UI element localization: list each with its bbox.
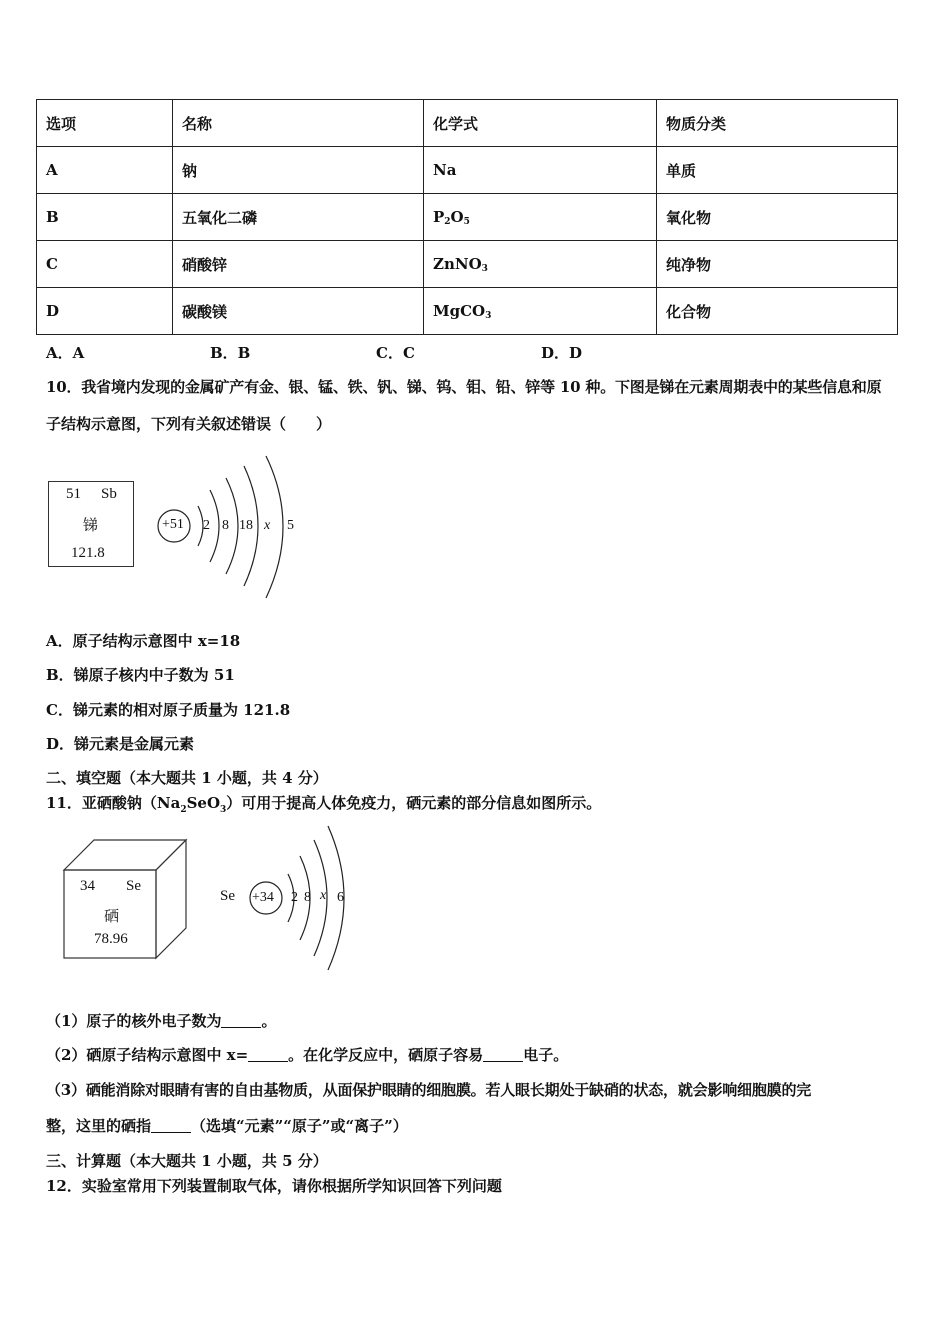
nucleus-charge: +51 [162,517,184,532]
name-cell: 钠 [173,147,424,194]
answer-blank[interactable] [151,1118,191,1133]
option-cell: B [37,194,173,241]
cube-top [64,840,186,870]
answer-choice: D．D [541,344,583,362]
atomic-mass: 78.96 [94,931,128,947]
category-cell: 单质 [657,147,898,194]
option-cell: D [37,288,173,335]
atomic-number: 34 [80,878,95,894]
shell-count: 18 [239,518,253,533]
answer-choice: A．A [46,344,85,362]
q10-stem-line1: 10．我省境内发现的金属矿产有金、银、锰、铁、钒、锑、钨、钼、铅、锌等 10 种。下图是锑在元素周期表中的某些信息和原 [46,378,882,396]
formula-cell: Na [424,147,657,194]
q11-stem: 11．亚硒酸钠$(Na_2SeO_3)$可用于提高人体免疫力，硒元素的部分信息如图所示。 [46,794,602,815]
table-header-cell: 名称 [173,100,424,147]
q11-part3-line2: 整，这里的硒指 （选填“元素”“原子”或“离子”） [46,1117,408,1135]
se-atom-label: Se [220,888,235,904]
shell-count: x [264,518,271,533]
table-row [37,147,898,194]
q9-answer-choices [46,342,646,362]
category-cell: 氧化物 [657,194,898,241]
name-cell: 碳酸镁 [173,288,424,335]
table-row [37,241,898,288]
element-symbol: Se [126,878,141,894]
q10-stem-line2: 子结构示意图，下列有关叙述错误（ ） [46,415,332,433]
option-cell: A [37,147,173,194]
cube-side [156,840,186,958]
category-cell: 纯净物 [657,241,898,288]
answer-blank[interactable] [221,1013,261,1028]
shell-count: x [320,888,327,903]
answer-choice: C．C [376,344,415,362]
sb-element-box [48,481,134,567]
answer-blank[interactable] [248,1047,288,1062]
q11-part2: （2）硒原子结构示意图中 x= 。在化学反应中，硒原子容易 电子。 [46,1046,569,1064]
q10-option-d: D．锑元素是金属元素 [46,735,195,753]
element-name: 硒 [104,907,120,925]
atomic-number: 51 [66,486,81,502]
formula-cell: ZnNO$_3$ [424,241,657,288]
shell-count: 5 [287,518,294,533]
name-cell: 五氧化二磷 [173,194,424,241]
section-3-heading: 三、计算题（本大题共 1 小题，共 5 分） [46,1152,328,1170]
element-symbol: Sb [101,486,117,502]
option-cell: C [37,241,173,288]
answer-choice: B．B [210,344,251,362]
table-header-row [37,100,898,147]
table-header-cell: 化学式 [424,100,657,147]
table-row [37,194,898,241]
element-name: 锑 [83,516,99,534]
q11-part3-line1: （3）硒能消除对眼睛有害的自由基物质，从面保护眼睛的细胞膜。若人眼长期处于缺硝的状态，就会影响细胞膜的完 [46,1081,812,1099]
q10-option-b: B．锑原子核内中子数为 51 [46,666,235,684]
q10-option-a: A．原子结构示意图中 x=18 [46,632,241,650]
shell-count: 6 [337,890,344,905]
atomic-mass: 121.8 [71,545,105,561]
section-2-heading: 二、填空题（本大题共 1 小题，共 4 分） [46,769,328,787]
q10-option-c: C．锑元素的相对原子质量为 121.8 [46,701,291,719]
table-header-cell: 物质分类 [657,100,898,147]
shell-count: 2 [203,518,210,533]
options-table [36,99,898,335]
shell-count: 8 [222,518,229,533]
q12-stem: 12．实验室常用下列装置制取气体，请你根据所学知识回答下列问题 [46,1177,502,1195]
table-header-cell: 选项 [37,100,173,147]
formula-cell: $P_2O_5$ [424,194,657,241]
nucleus-charge: +34 [252,890,274,905]
category-cell: 化合物 [657,288,898,335]
shell-count: 2 [291,890,298,905]
q11-part1: （1）原子的核外电子数为 。 [46,1012,277,1030]
shell-count: 8 [304,890,311,905]
formula-cell: MgCO$_3$ [424,288,657,335]
table-row [37,288,898,335]
name-cell: 硝酸锌 [173,241,424,288]
shell-arc [210,490,219,562]
answer-blank[interactable] [483,1047,523,1062]
